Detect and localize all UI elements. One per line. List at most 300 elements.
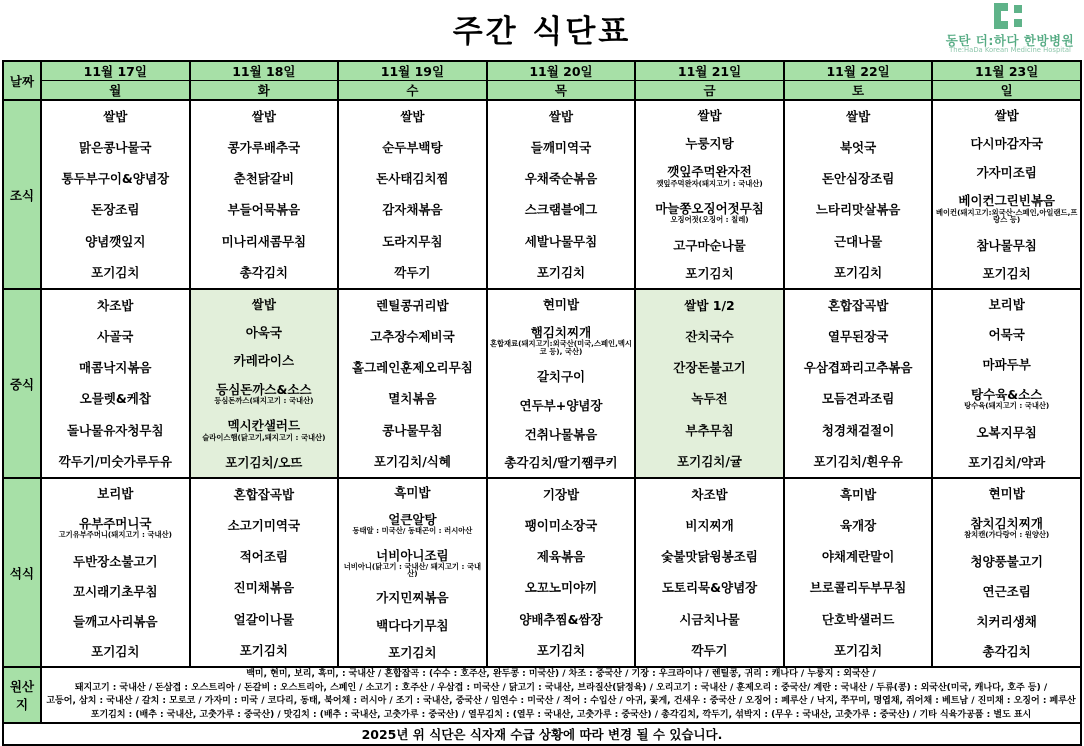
menu-item-name: 렌틸콩귀리밥 bbox=[376, 298, 449, 314]
menu-item-name: 모듬견과조림 bbox=[821, 391, 895, 407]
menu-item bbox=[489, 172, 634, 185]
menu-item-name: 깍두기/미숫가루두유 bbox=[58, 453, 172, 469]
menu-item-name: 깍두기 bbox=[691, 642, 728, 658]
menu-cell-content bbox=[785, 98, 932, 291]
menu-item bbox=[934, 615, 1079, 628]
menu-item bbox=[340, 361, 485, 374]
footer-row bbox=[3, 723, 1081, 745]
menu-cell bbox=[635, 289, 784, 478]
date-cell: 11월 18일 bbox=[190, 61, 339, 81]
menu-item-name: 시금치나물 bbox=[679, 611, 740, 627]
menu-item bbox=[934, 585, 1079, 598]
menu-item-name: 가지민찌볶음 bbox=[376, 590, 449, 606]
menu-item bbox=[637, 392, 782, 405]
menu-item bbox=[934, 328, 1079, 341]
menu-item bbox=[786, 266, 931, 279]
menu-item bbox=[637, 550, 782, 563]
menu-item-name: 순두부백탕 bbox=[382, 140, 443, 156]
date-cell: 11월 21일 bbox=[635, 61, 784, 81]
menu-item-name: 유부주머니국 bbox=[79, 516, 152, 532]
meal-row-label: 석식 bbox=[3, 478, 41, 667]
menu-item-name: 도라지무침 bbox=[382, 233, 443, 249]
menu-item-name: 홀그레인훈제오리무침 bbox=[352, 360, 473, 376]
menu-item bbox=[637, 202, 782, 223]
menu-item-name: 돈사태김치찜 bbox=[376, 171, 449, 187]
menu-cell-content bbox=[636, 98, 783, 291]
menu-cell-content bbox=[339, 98, 486, 291]
menu-item bbox=[786, 488, 931, 501]
date-cell: 11월 22일 bbox=[784, 61, 933, 81]
date-cell: 11월 17일 bbox=[41, 61, 190, 81]
menu-item bbox=[786, 644, 931, 657]
menu-item-name: 보리밥 bbox=[97, 486, 134, 502]
menu-item-name: 다시마감자국 bbox=[970, 136, 1043, 152]
menu-item-name: 포기김치 bbox=[239, 642, 288, 658]
menu-item-name: 햄김치찌개 bbox=[530, 325, 592, 341]
menu-item-name: 춘천닭갈비 bbox=[233, 171, 295, 187]
menu-item bbox=[637, 361, 782, 374]
menu-item-name: 부추무침 bbox=[685, 422, 734, 438]
menu-item-name: 스크램블에그 bbox=[524, 202, 598, 218]
menu-item-name: 콩가루배추국 bbox=[227, 140, 301, 156]
menu-item-name: 총각김치 bbox=[239, 264, 288, 280]
origin-line: 돼지고기 : 국내산 / 돈삼겹 : 오스트리아 / 돈갈비 : 오스트리아, 스페인 / 소고기 : 호주산 / 우삼겹 : 미국산 / 닭고기 : 국내산, 브라질산(닭정육) / 오리고기 : 국내산 / 훈제오리 : 중국산/ 계란 : 국내산 / 두류(콩) : 외국산(미국, 캐나다, 호주 등) / bbox=[74, 682, 1048, 693]
meal-row-label: 조식 bbox=[3, 100, 41, 289]
menu-cell-content bbox=[339, 287, 486, 480]
menu-item-name: 소고기미역국 bbox=[227, 518, 301, 534]
menu-item bbox=[489, 399, 634, 412]
page-title: 주간 식단표 bbox=[452, 14, 632, 50]
menu-item-name: 참나물무침 bbox=[976, 237, 1037, 253]
menu-item-name: 포기김치 bbox=[536, 642, 586, 658]
menu-item-note: 깻잎주먹완자(돼지고기 : 국내산) bbox=[656, 178, 763, 188]
menu-item bbox=[786, 235, 931, 248]
menu-item bbox=[340, 549, 485, 578]
menu-cell-content bbox=[933, 98, 1080, 291]
menu-item-name: 총각김치/딸기쨈쿠키 bbox=[504, 455, 618, 471]
menu-item bbox=[637, 109, 782, 122]
meal-row bbox=[3, 100, 1081, 289]
menu-item-name: 탕수육&소스 bbox=[971, 386, 1043, 402]
menu-item-name: 팽이미소장국 bbox=[524, 518, 598, 534]
origin-line: 포기김치 : (배추 : 국내산, 고춧가루 : 중국산) / 맛김치 : (배추 : 국내산, 고춧가루 : 중국산) / 열무김치 : (열무 : 국내산, 고춧가루 : 중국산) / 총각김치, 깍두기, 섞박지 : (무우 : 국내산, 고춧가루 : 중국산) / 기타 식육가공품 : 별도 표시 bbox=[90, 709, 1032, 720]
menu-item-name: 혼합잡곡밥 bbox=[233, 487, 295, 503]
menu-item-name: 우삼겹꽈리고추볶음 bbox=[803, 360, 913, 376]
menu-item-name: 매콤낙지볶음 bbox=[79, 360, 152, 376]
menu-item-name: 어묵국 bbox=[988, 327, 1025, 343]
menu-cell bbox=[932, 478, 1081, 667]
menu-item-name: 너비아니조림 bbox=[376, 547, 449, 563]
menu-item-name: 차조밥 bbox=[691, 487, 728, 503]
menu-item-name: 쌀밥 bbox=[251, 109, 276, 125]
menu-item-name: 포기김치/흰우유 bbox=[813, 453, 903, 469]
meal-table-body bbox=[3, 61, 1081, 745]
menu-cell-content bbox=[42, 287, 189, 480]
menu-item bbox=[340, 455, 485, 468]
menu-item bbox=[786, 550, 931, 563]
menu-item bbox=[43, 110, 188, 123]
footer-note: 2025년 위 식단은 식자재 수급 상황에 따라 변경 될 수 있습니다. bbox=[3, 723, 1081, 745]
menu-item-name: 카레라이스 bbox=[233, 353, 295, 369]
menu-item-name: 백다다기무침 bbox=[376, 617, 449, 633]
menu-cell-content bbox=[42, 98, 189, 291]
menu-item-name: 단호박샐러드 bbox=[821, 611, 895, 627]
menu-item bbox=[192, 419, 337, 440]
menu-item-name: 브로콜리두부무침 bbox=[809, 580, 907, 596]
menu-item bbox=[43, 299, 188, 312]
menu-item-name: 쌀밥 1/2 bbox=[684, 298, 735, 314]
meal-row bbox=[3, 289, 1081, 478]
hospital-name: 동탄 더:하다 한방병원 bbox=[945, 32, 1075, 48]
menu-cell bbox=[932, 100, 1081, 289]
menu-item-name: 통두부구이&양념장 bbox=[61, 171, 170, 187]
date-label-cell: 날짜 bbox=[3, 61, 41, 100]
weekday-cell: 화 bbox=[190, 81, 339, 101]
menu-item bbox=[489, 550, 634, 563]
menu-item-name: 혼합잡곡밥 bbox=[827, 298, 889, 314]
menu-item-name: 쌀밥 bbox=[251, 296, 276, 312]
menu-item-name: 얼큰알탕 bbox=[388, 512, 437, 528]
menu-item bbox=[340, 619, 485, 632]
menu-item-name: 야채계란말이 bbox=[821, 549, 895, 565]
menu-item bbox=[340, 392, 485, 405]
menu-item bbox=[340, 591, 485, 604]
menu-item-name: 두반장소불고기 bbox=[73, 554, 158, 570]
menu-item-name: 포기김치 bbox=[833, 642, 883, 658]
menu-cell-content bbox=[488, 287, 635, 480]
hospital-name-en: The:HaDa Korean Medicine Hospital bbox=[949, 46, 1071, 55]
menu-item bbox=[786, 141, 931, 154]
menu-item-name: 세발나물무침 bbox=[524, 233, 598, 249]
menu-cell-content bbox=[933, 287, 1080, 480]
date-cell: 11월 19일 bbox=[338, 61, 487, 81]
menu-item-name: 아욱국 bbox=[245, 325, 282, 341]
menu-item bbox=[637, 299, 782, 312]
weekday-cell: 토 bbox=[784, 81, 933, 101]
menu-item bbox=[934, 137, 1079, 150]
menu-item-name: 보리밥 bbox=[988, 297, 1025, 313]
menu-item bbox=[489, 326, 634, 355]
menu-cell-content bbox=[191, 476, 338, 669]
meal-row-label: 중식 bbox=[3, 289, 41, 478]
menu-item bbox=[934, 487, 1079, 500]
menu-item-name: 비지찌개 bbox=[685, 518, 734, 534]
menu-item bbox=[489, 266, 634, 279]
menu-item-name: 건취나물볶음 bbox=[524, 426, 598, 442]
menu-item-name: 제육볶음 bbox=[536, 549, 586, 565]
origin-line: 고등어, 삼치 : 국내산 / 갈치 : 모로코 / 가자미 : 미국 / 코다리, 동태, 북어채 : 러시아 / 조기 : 국내산, 중국산 / 임연수 : 미국산 / 적어 : 수입산 / 아귀, 꽃게, 건새우 : 중국산 / 오징어 : 페루산 / 낙지, 쭈꾸미, 명엽채, 쥐어채 : 베트남 / 진미채 : 오징어 : 페루산 bbox=[46, 696, 1076, 706]
menu-item-note: 혼합재료(돼지고기:외국산(미국,스페인,멕시코 등), 국산) bbox=[489, 339, 632, 356]
menu-item bbox=[192, 141, 337, 154]
menu-cell-content bbox=[785, 287, 932, 480]
menu-item bbox=[43, 330, 188, 343]
menu-item bbox=[340, 172, 485, 185]
menu-item bbox=[786, 424, 931, 437]
menu-cell-content bbox=[191, 98, 338, 291]
menu-item-name: 포기김치 bbox=[685, 266, 734, 282]
menu-item-name: 진미채볶음 bbox=[233, 580, 295, 596]
menu-item bbox=[637, 581, 782, 594]
menu-item-name: 쌀밥 bbox=[994, 107, 1019, 123]
menu-item bbox=[786, 203, 931, 216]
menu-item-name: 포기김치/귤 bbox=[677, 453, 742, 469]
menu-item-name: 포기김치 bbox=[91, 643, 140, 659]
menu-item bbox=[192, 235, 337, 248]
menu-item bbox=[934, 109, 1079, 122]
menu-item-name: 깻잎주먹완자전 bbox=[667, 164, 752, 180]
menu-item-name: 돈장조림 bbox=[91, 202, 140, 218]
menu-item bbox=[637, 330, 782, 343]
menu-item-name: 북엇국 bbox=[839, 140, 877, 156]
origin-line: 백미, 현미, 보리, 흑미, : 국내산 / 혼합잡곡 : (수수 : 호주산, 완두콩 : 미국산) / 차조 : 중국산 / 기장 : 우크라이나 / 렌틸콩, 귀리 : 캐나다 / 누룽지 : 외국산 / bbox=[246, 669, 876, 679]
weekday-cell: 금 bbox=[635, 81, 784, 101]
menu-item bbox=[489, 235, 634, 248]
menu-item bbox=[340, 330, 485, 343]
menu-item bbox=[786, 519, 931, 532]
menu-item bbox=[934, 388, 1079, 409]
menu-item bbox=[934, 239, 1079, 252]
menu-item-note: 등심돈까스(돼지고기 : 국내산) bbox=[214, 395, 314, 405]
menu-item-name: 느타리맛살볶음 bbox=[815, 202, 901, 218]
menu-item bbox=[489, 644, 634, 657]
date-cell: 11월 20일 bbox=[487, 61, 636, 81]
menu-item bbox=[637, 267, 782, 280]
menu-item bbox=[192, 383, 337, 404]
menu-item bbox=[43, 392, 188, 405]
menu-item bbox=[934, 645, 1079, 658]
menu-item-name: 누룽지탕 bbox=[685, 136, 734, 152]
menu-item bbox=[786, 392, 931, 405]
menu-item-name: 육개장 bbox=[839, 518, 877, 534]
weekday-cell: 수 bbox=[338, 81, 487, 101]
menu-cell bbox=[41, 478, 190, 667]
menu-item-name: 베이컨그린빈볶음 bbox=[958, 193, 1055, 209]
menu-item bbox=[340, 110, 485, 123]
menu-item-name: 흑미밥 bbox=[839, 487, 877, 503]
menu-item-name: 사골국 bbox=[97, 329, 134, 345]
menu-item bbox=[934, 555, 1079, 568]
menu-item-name: 쌀밥 bbox=[697, 107, 722, 123]
menu-item-name: 멸치볶음 bbox=[388, 391, 437, 407]
menu-item-name: 콩나물무침 bbox=[382, 422, 443, 438]
menu-item-name: 근대나물 bbox=[833, 233, 883, 249]
menu-item bbox=[192, 266, 337, 279]
menu-item-name: 포기김치 bbox=[91, 264, 140, 280]
menu-item-name: 우채죽순볶음 bbox=[524, 171, 598, 187]
menu-item bbox=[43, 141, 188, 154]
menu-item bbox=[934, 358, 1079, 371]
menu-item-name: 청양풍불고기 bbox=[970, 554, 1043, 570]
menu-cell bbox=[190, 478, 339, 667]
menu-item bbox=[192, 644, 337, 657]
menu-item-name: 숯불맛닭윙봉조림 bbox=[661, 549, 758, 565]
menu-item-name: 도토리묵&양념장 bbox=[661, 580, 758, 596]
menu-item-name: 포기김치 bbox=[833, 264, 883, 280]
menu-item bbox=[934, 267, 1079, 280]
menu-item-name: 적어조림 bbox=[239, 549, 288, 565]
menu-item bbox=[43, 585, 188, 598]
menu-item bbox=[786, 455, 931, 468]
menu-cell bbox=[784, 289, 933, 478]
menu-item-name: 오믈렛&케찹 bbox=[79, 391, 151, 407]
menu-cell bbox=[190, 289, 339, 478]
menu-item bbox=[192, 298, 337, 311]
menu-cell bbox=[41, 289, 190, 478]
menu-cell bbox=[338, 100, 487, 289]
menu-item bbox=[637, 519, 782, 532]
menu-item bbox=[43, 615, 188, 628]
menu-item-name: 포기김치 bbox=[388, 644, 437, 660]
menu-item bbox=[489, 613, 634, 626]
menu-item bbox=[786, 361, 931, 374]
menu-cell-content bbox=[191, 287, 338, 480]
menu-cell bbox=[487, 478, 636, 667]
menu-item bbox=[340, 646, 485, 659]
menu-item-note: 슬라이스햄(닭고기,돼지고기 : 국내산) bbox=[202, 432, 326, 442]
origin-cell bbox=[41, 667, 1081, 723]
menu-item bbox=[43, 455, 188, 468]
menu-item-note: 동태알 : 미국산/ 동태곤이 : 러시아산 bbox=[352, 526, 473, 536]
menu-item bbox=[43, 517, 188, 538]
menu-item-name: 부들어묵볶음 bbox=[227, 202, 301, 218]
weekday-cell: 월 bbox=[41, 81, 190, 101]
menu-item-name: 등심돈까스&소스 bbox=[216, 381, 312, 397]
menu-item-note: 고기유부주머니(돼지고기 : 국내산) bbox=[58, 530, 172, 540]
origin-row-label: 원산지 bbox=[3, 667, 41, 723]
menu-item bbox=[934, 456, 1079, 469]
menu-item-name: 총각김치 bbox=[982, 643, 1031, 659]
menu-cell bbox=[784, 100, 933, 289]
menu-item-name: 쌀밥 bbox=[103, 109, 128, 125]
menu-item-name: 돌나물유자청무침 bbox=[66, 422, 164, 438]
origin-row bbox=[3, 667, 1081, 723]
menu-cell bbox=[338, 478, 487, 667]
menu-cell bbox=[487, 289, 636, 478]
menu-cell-content bbox=[785, 476, 932, 669]
menu-item bbox=[340, 424, 485, 437]
menu-item bbox=[192, 613, 337, 626]
menu-item bbox=[192, 488, 337, 501]
menu-item-note: 참치캔(가다랑어 : 원양산) bbox=[964, 530, 1050, 540]
menu-item bbox=[192, 354, 337, 367]
menu-item-name: 고추장수제비국 bbox=[370, 329, 455, 345]
menu-item bbox=[192, 326, 337, 339]
menu-item bbox=[786, 330, 931, 343]
menu-item-name: 포기김치 bbox=[536, 264, 586, 280]
menu-cell bbox=[190, 100, 339, 289]
menu-item bbox=[934, 426, 1079, 439]
menu-item bbox=[934, 166, 1079, 179]
menu-item bbox=[489, 519, 634, 532]
menu-cell bbox=[338, 289, 487, 478]
menu-item-name: 꼬시래기초무침 bbox=[73, 583, 158, 599]
menu-item bbox=[192, 581, 337, 594]
menu-item bbox=[340, 203, 485, 216]
menu-cell-content bbox=[933, 476, 1080, 669]
menu-item-name: 갈치구이 bbox=[536, 369, 586, 385]
menu-item-name: 깍두기 bbox=[394, 264, 431, 280]
menu-item-name: 현미밥 bbox=[988, 486, 1025, 502]
menu-item bbox=[340, 513, 485, 534]
hospital-logo bbox=[942, 3, 1078, 55]
menu-item-name: 녹두전 bbox=[691, 391, 728, 407]
menu-item bbox=[934, 517, 1079, 538]
menu-cell-content bbox=[488, 476, 635, 669]
menu-item-name: 참치김치찌개 bbox=[970, 516, 1043, 532]
header-date-row bbox=[3, 61, 1081, 81]
menu-cell bbox=[784, 478, 933, 667]
menu-item bbox=[637, 239, 782, 252]
menu-item-note: 오징어젓(오징어 : 칠레) bbox=[670, 215, 749, 225]
menu-item bbox=[489, 428, 634, 441]
menu-item bbox=[489, 110, 634, 123]
menu-item bbox=[192, 519, 337, 532]
menu-item bbox=[786, 613, 931, 626]
weekday-cell: 목 bbox=[487, 81, 636, 101]
menu-cell-content bbox=[636, 476, 783, 669]
menu-item-name: 쌀밥 bbox=[548, 109, 574, 125]
menu-item-name: 마파두부 bbox=[982, 356, 1031, 372]
menu-item-name: 포기김치 bbox=[982, 266, 1031, 282]
menu-item-name: 청경채겉절이 bbox=[821, 422, 895, 438]
menu-item-name: 열무된장국 bbox=[827, 329, 889, 345]
menu-item-name: 들깨고사리볶음 bbox=[73, 613, 158, 629]
menu-item-name: 들깨미역국 bbox=[530, 140, 592, 156]
menu-item bbox=[637, 165, 782, 186]
menu-item-name: 포기김치/오뜨 bbox=[225, 455, 303, 471]
menu-item bbox=[340, 299, 485, 312]
menu-item bbox=[340, 266, 485, 279]
menu-item bbox=[637, 644, 782, 657]
menu-item bbox=[192, 203, 337, 216]
menu-item-name: 흑미밥 bbox=[394, 485, 431, 501]
menu-item-name: 멕시칸샐러드 bbox=[227, 418, 301, 434]
hospital-logo-icon bbox=[992, 3, 1028, 33]
menu-cell bbox=[487, 100, 636, 289]
menu-item-name: 포기김치/약과 bbox=[968, 454, 1046, 470]
menu-item bbox=[637, 613, 782, 626]
menu-item-name: 차조밥 bbox=[97, 298, 134, 314]
menu-item bbox=[489, 370, 634, 383]
menu-item bbox=[340, 486, 485, 499]
menu-item bbox=[340, 141, 485, 154]
menu-item bbox=[43, 645, 188, 658]
menu-item bbox=[786, 172, 931, 185]
menu-item bbox=[489, 298, 634, 311]
menu-item bbox=[192, 456, 337, 469]
menu-cell bbox=[41, 100, 190, 289]
menu-item-name: 쌀밥 bbox=[846, 109, 871, 125]
menu-item bbox=[43, 487, 188, 500]
menu-item-name: 기장밥 bbox=[542, 487, 580, 503]
menu-item-name: 마늘쫑오징어젓무침 bbox=[655, 201, 764, 217]
weekday-cell: 일 bbox=[932, 81, 1081, 101]
menu-item bbox=[43, 266, 188, 279]
menu-item bbox=[43, 361, 188, 374]
menu-item bbox=[489, 141, 634, 154]
meal-table bbox=[2, 60, 1082, 746]
menu-item-name: 돈안심장조림 bbox=[821, 171, 895, 187]
menu-cell-content bbox=[488, 98, 635, 291]
menu-item bbox=[786, 299, 931, 312]
menu-item-name: 맑은콩나물국 bbox=[79, 140, 152, 156]
menu-item bbox=[489, 581, 634, 594]
menu-item-name: 연두부+양념장 bbox=[519, 398, 603, 413]
menu-item-note: 베이컨(돼지고기:외국산·스페인,아일랜드,프랑스 등) bbox=[935, 207, 1078, 224]
meal-row bbox=[3, 478, 1081, 667]
menu-item bbox=[43, 203, 188, 216]
menu-item-name: 현미밥 bbox=[542, 296, 580, 312]
